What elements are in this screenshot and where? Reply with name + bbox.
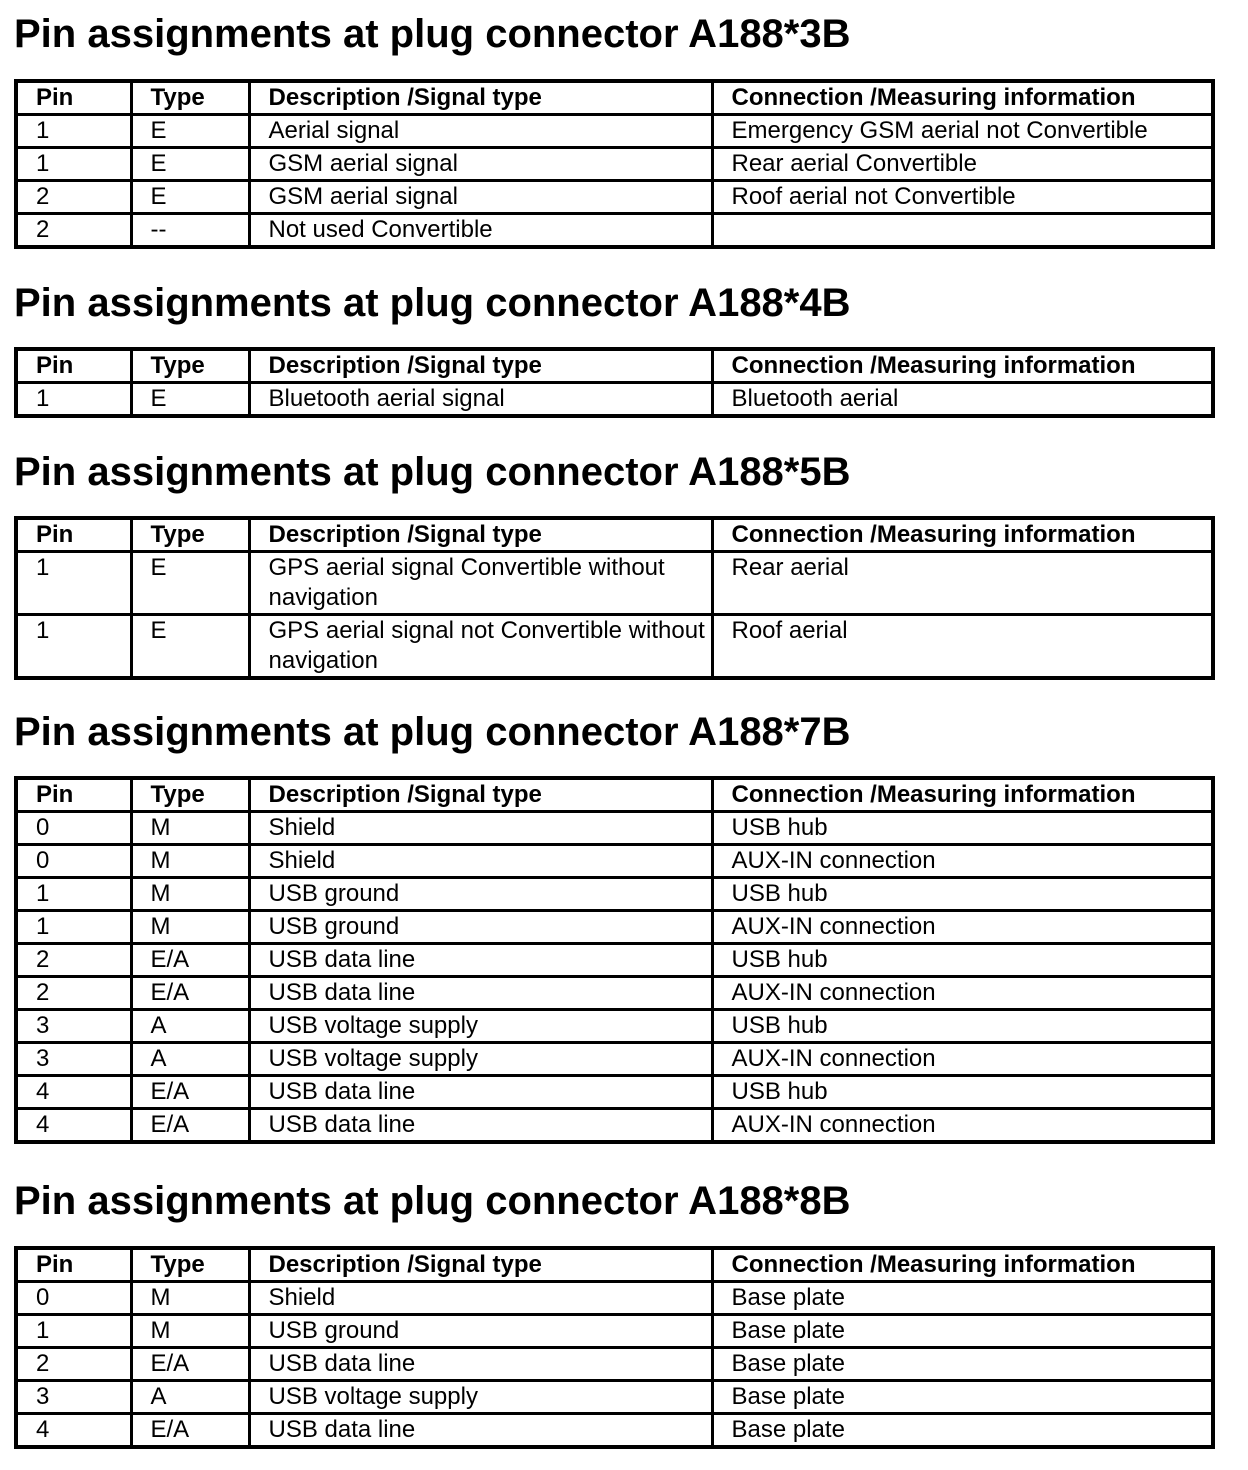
cell-connection: Roof aerial: [712, 615, 1213, 679]
cell-type: E/A: [131, 977, 249, 1010]
cell-pin: 1: [16, 552, 131, 615]
header-type: Type: [131, 81, 249, 115]
cell-connection: Roof aerial not Convertible: [712, 181, 1213, 214]
pin-table: [14, 347, 1215, 418]
cell-pin: 2: [16, 214, 131, 248]
table-row: [16, 911, 1213, 944]
cell-pin: 1: [16, 115, 131, 148]
cell-pin: 1: [16, 878, 131, 911]
section-title: Pin assignments at plug connector A188*3B: [14, 12, 851, 56]
table-row: [16, 812, 1213, 845]
cell-description: GSM aerial signal: [249, 148, 712, 181]
cell-type: E: [131, 552, 249, 615]
table-row: [16, 1381, 1213, 1414]
cell-connection: USB hub: [712, 878, 1213, 911]
table-row: [16, 1076, 1213, 1109]
cell-connection: Base plate: [712, 1348, 1213, 1381]
header-pin: Pin: [16, 1248, 131, 1282]
table-row: [16, 878, 1213, 911]
cell-connection: USB hub: [712, 812, 1213, 845]
pin-table: [14, 776, 1215, 1144]
pin-table: [14, 1246, 1215, 1449]
cell-description: USB data line: [249, 977, 712, 1010]
table-header-row: [16, 349, 1213, 383]
cell-type: E/A: [131, 1414, 249, 1448]
table-row: [16, 1010, 1213, 1043]
cell-pin: 0: [16, 1282, 131, 1315]
header-connection: Connection /Measuring information: [712, 349, 1213, 383]
table-header-row: [16, 778, 1213, 812]
cell-description: USB voltage supply: [249, 1043, 712, 1076]
table-row: [16, 181, 1213, 214]
table-row: [16, 615, 1213, 679]
section-a188-8b: [14, 1179, 1211, 1443]
cell-connection: Base plate: [712, 1282, 1213, 1315]
cell-type: E/A: [131, 1076, 249, 1109]
cell-pin: 4: [16, 1414, 131, 1448]
cell-pin: 1: [16, 1315, 131, 1348]
cell-connection: AUX-IN connection: [712, 845, 1213, 878]
cell-type: E: [131, 181, 249, 214]
header-description: Description /Signal type: [249, 81, 712, 115]
cell-type: M: [131, 845, 249, 878]
cell-description: USB voltage supply: [249, 1010, 712, 1043]
cell-pin: 3: [16, 1381, 131, 1414]
cell-description: GPS aerial signal not Convertible without navigation: [249, 615, 712, 679]
table-row: [16, 1043, 1213, 1076]
header-pin: Pin: [16, 518, 131, 552]
cell-description: Not used Convertible: [249, 214, 712, 248]
cell-connection: Rear aerial: [712, 552, 1213, 615]
section-title: Pin assignments at plug connector A188*7B: [14, 710, 851, 754]
table-header-row: [16, 1248, 1213, 1282]
cell-description: USB voltage supply: [249, 1381, 712, 1414]
cell-description: GSM aerial signal: [249, 181, 712, 214]
header-description: Description /Signal type: [249, 778, 712, 812]
cell-connection: USB hub: [712, 944, 1213, 977]
header-pin: Pin: [16, 349, 131, 383]
cell-type: E/A: [131, 1109, 249, 1143]
cell-description: Aerial signal: [249, 115, 712, 148]
pin-table: [14, 516, 1215, 680]
cell-connection: USB hub: [712, 1010, 1213, 1043]
cell-description: Bluetooth aerial signal: [249, 383, 712, 417]
cell-pin: 2: [16, 181, 131, 214]
cell-type: E/A: [131, 944, 249, 977]
header-type: Type: [131, 518, 249, 552]
cell-description: Shield: [249, 1282, 712, 1315]
cell-type: E: [131, 383, 249, 417]
cell-type: A: [131, 1381, 249, 1414]
header-connection: Connection /Measuring information: [712, 1248, 1213, 1282]
cell-type: E: [131, 615, 249, 679]
cell-connection: [712, 214, 1213, 248]
cell-pin: 2: [16, 944, 131, 977]
cell-pin: 1: [16, 383, 131, 417]
table-row: [16, 383, 1213, 417]
cell-description: Shield: [249, 812, 712, 845]
table-row: [16, 1109, 1213, 1143]
cell-connection: Emergency GSM aerial not Convertible: [712, 115, 1213, 148]
cell-pin: 0: [16, 812, 131, 845]
cell-pin: 3: [16, 1010, 131, 1043]
cell-pin: 4: [16, 1109, 131, 1143]
cell-description: USB data line: [249, 1109, 712, 1143]
table-row: [16, 1414, 1213, 1448]
cell-type: E: [131, 148, 249, 181]
section-a188-7b: [14, 710, 1211, 1138]
table-row: [16, 148, 1213, 181]
cell-connection: USB hub: [712, 1076, 1213, 1109]
cell-type: A: [131, 1010, 249, 1043]
cell-type: M: [131, 1315, 249, 1348]
cell-pin: 1: [16, 615, 131, 679]
section-title: Pin assignments at plug connector A188*8B: [14, 1179, 851, 1223]
cell-description: USB data line: [249, 1414, 712, 1448]
cell-connection: Bluetooth aerial: [712, 383, 1213, 417]
section-title: Pin assignments at plug connector A188*4B: [14, 281, 851, 325]
cell-connection: AUX-IN connection: [712, 1109, 1213, 1143]
cell-pin: 4: [16, 1076, 131, 1109]
cell-connection: AUX-IN connection: [712, 911, 1213, 944]
header-pin: Pin: [16, 778, 131, 812]
table-row: [16, 552, 1213, 615]
section-a188-3b: [14, 12, 1211, 243]
cell-pin: 0: [16, 845, 131, 878]
table-row: [16, 1348, 1213, 1381]
cell-description: USB data line: [249, 944, 712, 977]
header-pin: Pin: [16, 81, 131, 115]
header-type: Type: [131, 1248, 249, 1282]
cell-type: M: [131, 812, 249, 845]
header-type: Type: [131, 778, 249, 812]
table-header-row: [16, 81, 1213, 115]
cell-description: USB ground: [249, 878, 712, 911]
cell-type: --: [131, 214, 249, 248]
cell-connection: Base plate: [712, 1315, 1213, 1348]
cell-description: USB data line: [249, 1076, 712, 1109]
table-row: [16, 944, 1213, 977]
cell-description: GPS aerial signal Convertible without navigation: [249, 552, 712, 615]
table-row: [16, 977, 1213, 1010]
header-description: Description /Signal type: [249, 349, 712, 383]
header-description: Description /Signal type: [249, 1248, 712, 1282]
table-row: [16, 845, 1213, 878]
table-row: [16, 1282, 1213, 1315]
cell-description: USB ground: [249, 1315, 712, 1348]
cell-type: A: [131, 1043, 249, 1076]
table-row: [16, 1315, 1213, 1348]
cell-pin: 1: [16, 911, 131, 944]
cell-description: USB ground: [249, 911, 712, 944]
section-title: Pin assignments at plug connector A188*5B: [14, 450, 851, 494]
cell-pin: 2: [16, 977, 131, 1010]
header-connection: Connection /Measuring information: [712, 81, 1213, 115]
cell-type: M: [131, 878, 249, 911]
cell-connection: Rear aerial Convertible: [712, 148, 1213, 181]
cell-type: E/A: [131, 1348, 249, 1381]
cell-connection: Base plate: [712, 1414, 1213, 1448]
cell-description: Shield: [249, 845, 712, 878]
header-connection: Connection /Measuring information: [712, 778, 1213, 812]
cell-pin: 3: [16, 1043, 131, 1076]
cell-connection: AUX-IN connection: [712, 1043, 1213, 1076]
table-row: [16, 214, 1213, 248]
cell-description: USB data line: [249, 1348, 712, 1381]
cell-type: E: [131, 115, 249, 148]
pin-table: [14, 79, 1215, 249]
section-a188-4b: [14, 281, 1211, 412]
header-connection: Connection /Measuring information: [712, 518, 1213, 552]
cell-connection: Base plate: [712, 1381, 1213, 1414]
table-header-row: [16, 518, 1213, 552]
cell-type: M: [131, 1282, 249, 1315]
cell-pin: 1: [16, 148, 131, 181]
header-type: Type: [131, 349, 249, 383]
section-a188-5b: [14, 450, 1211, 674]
cell-pin: 2: [16, 1348, 131, 1381]
header-description: Description /Signal type: [249, 518, 712, 552]
cell-connection: AUX-IN connection: [712, 977, 1213, 1010]
table-row: [16, 115, 1213, 148]
cell-type: M: [131, 911, 249, 944]
